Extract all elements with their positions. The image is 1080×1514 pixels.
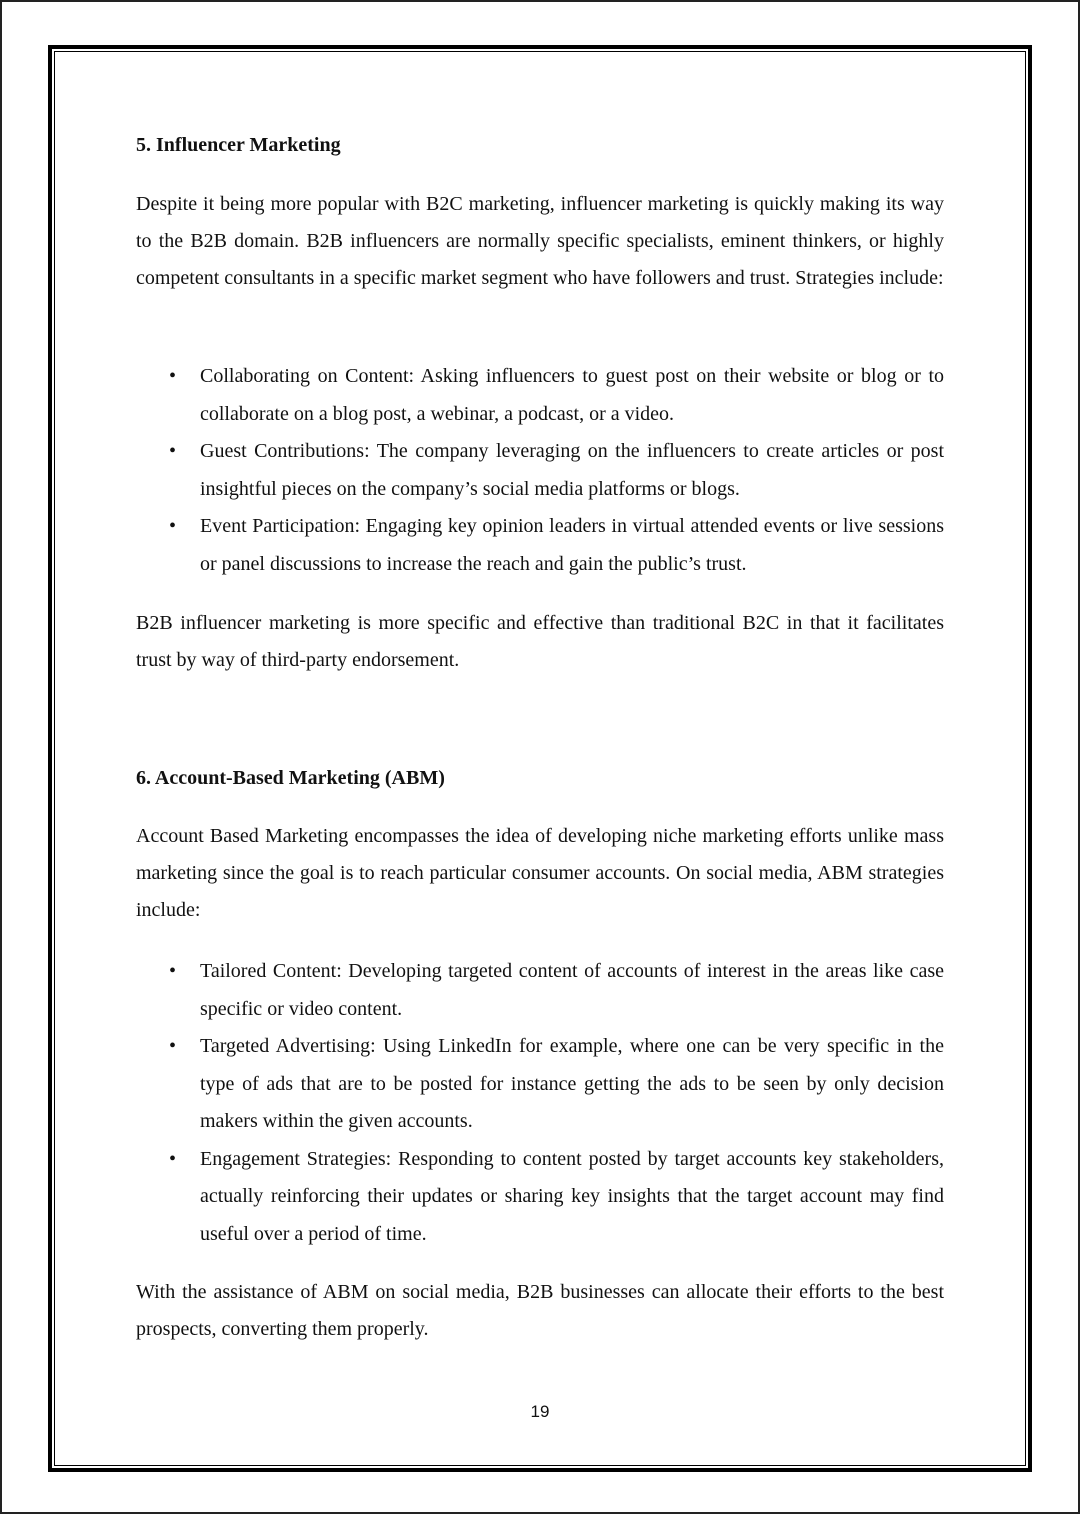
bullet-icon: • <box>169 960 177 982</box>
influencer-strategies-list <box>136 358 944 583</box>
list-item-text: Engagement Strategies: Responding to content posted by target accounts key stakeholders, actually reinforcing their updates or sharing key insights that the target account may find useful over a period of time. <box>200 1147 944 1245</box>
bullet-icon: • <box>169 440 177 462</box>
list-item-text: Guest Contributions: The company leveraging on the influencers to create articles or post insightful pieces on the company’s social media platforms or blogs. <box>200 440 944 500</box>
list-item <box>136 1141 944 1254</box>
bullet-icon: • <box>169 365 177 387</box>
list-item-text: Collaborating on Content: Asking influencers to guest post on their website or blog or to collaborate on a blog post, a webinar, a podcast, or a video. <box>200 365 944 425</box>
list-item <box>136 1028 944 1141</box>
bullet-icon: • <box>169 1147 177 1170</box>
abm-strategies-list <box>136 953 944 1253</box>
list-item-text: Targeted Advertising: Using LinkedIn for example, where one can be very specific in the type of ads that are to be posted for instance getting the ads to be seen by only decision makers within the given accounts. <box>200 1035 944 1132</box>
list-item-text: Event Participation: Engaging key opinion leaders in virtual attended events or live sessions or panel discussions to increase the reach and gain the public’s trust. <box>200 515 944 575</box>
list-item <box>136 433 944 508</box>
list-item <box>136 508 944 583</box>
bullet-icon: • <box>169 515 177 537</box>
section-heading-account-based-marketing: 6. Account-Based Marketing (ABM) <box>136 767 445 789</box>
list-item <box>136 358 944 433</box>
list-item <box>136 953 944 1028</box>
section-closing-paragraph: With the assistance of ABM on social media, B2B businesses can allocate their efforts to the best prospects, converting them properly. <box>136 1281 944 1341</box>
section-intro-paragraph: Account Based Marketing encompasses the idea of developing niche marketing efforts unlike mass marketing since the goal is to reach particular consumer accounts. On social media, ABM strategies include: <box>136 825 944 922</box>
list-item-text: Tailored Content: Developing targeted content of accounts of interest in the areas like case specific or video content. <box>200 960 944 1020</box>
bullet-icon: • <box>169 1035 177 1057</box>
section-closing-paragraph: B2B influencer marketing is more specific and effective than traditional B2C in that it facilitates trust by way of third-party endorsement. <box>136 612 944 672</box>
page-number: 19 <box>530 1402 550 1421</box>
section-intro-paragraph: Despite it being more popular with B2C marketing, influencer marketing is quickly making its way to the B2B domain. B2B influencers are normally specific specialists, eminent thinkers, or highly competent consultants in a specific market segment who have followers and trust. Strategies include: <box>136 193 944 290</box>
section-heading-influencer-marketing: 5. Influencer Marketing <box>136 134 341 156</box>
